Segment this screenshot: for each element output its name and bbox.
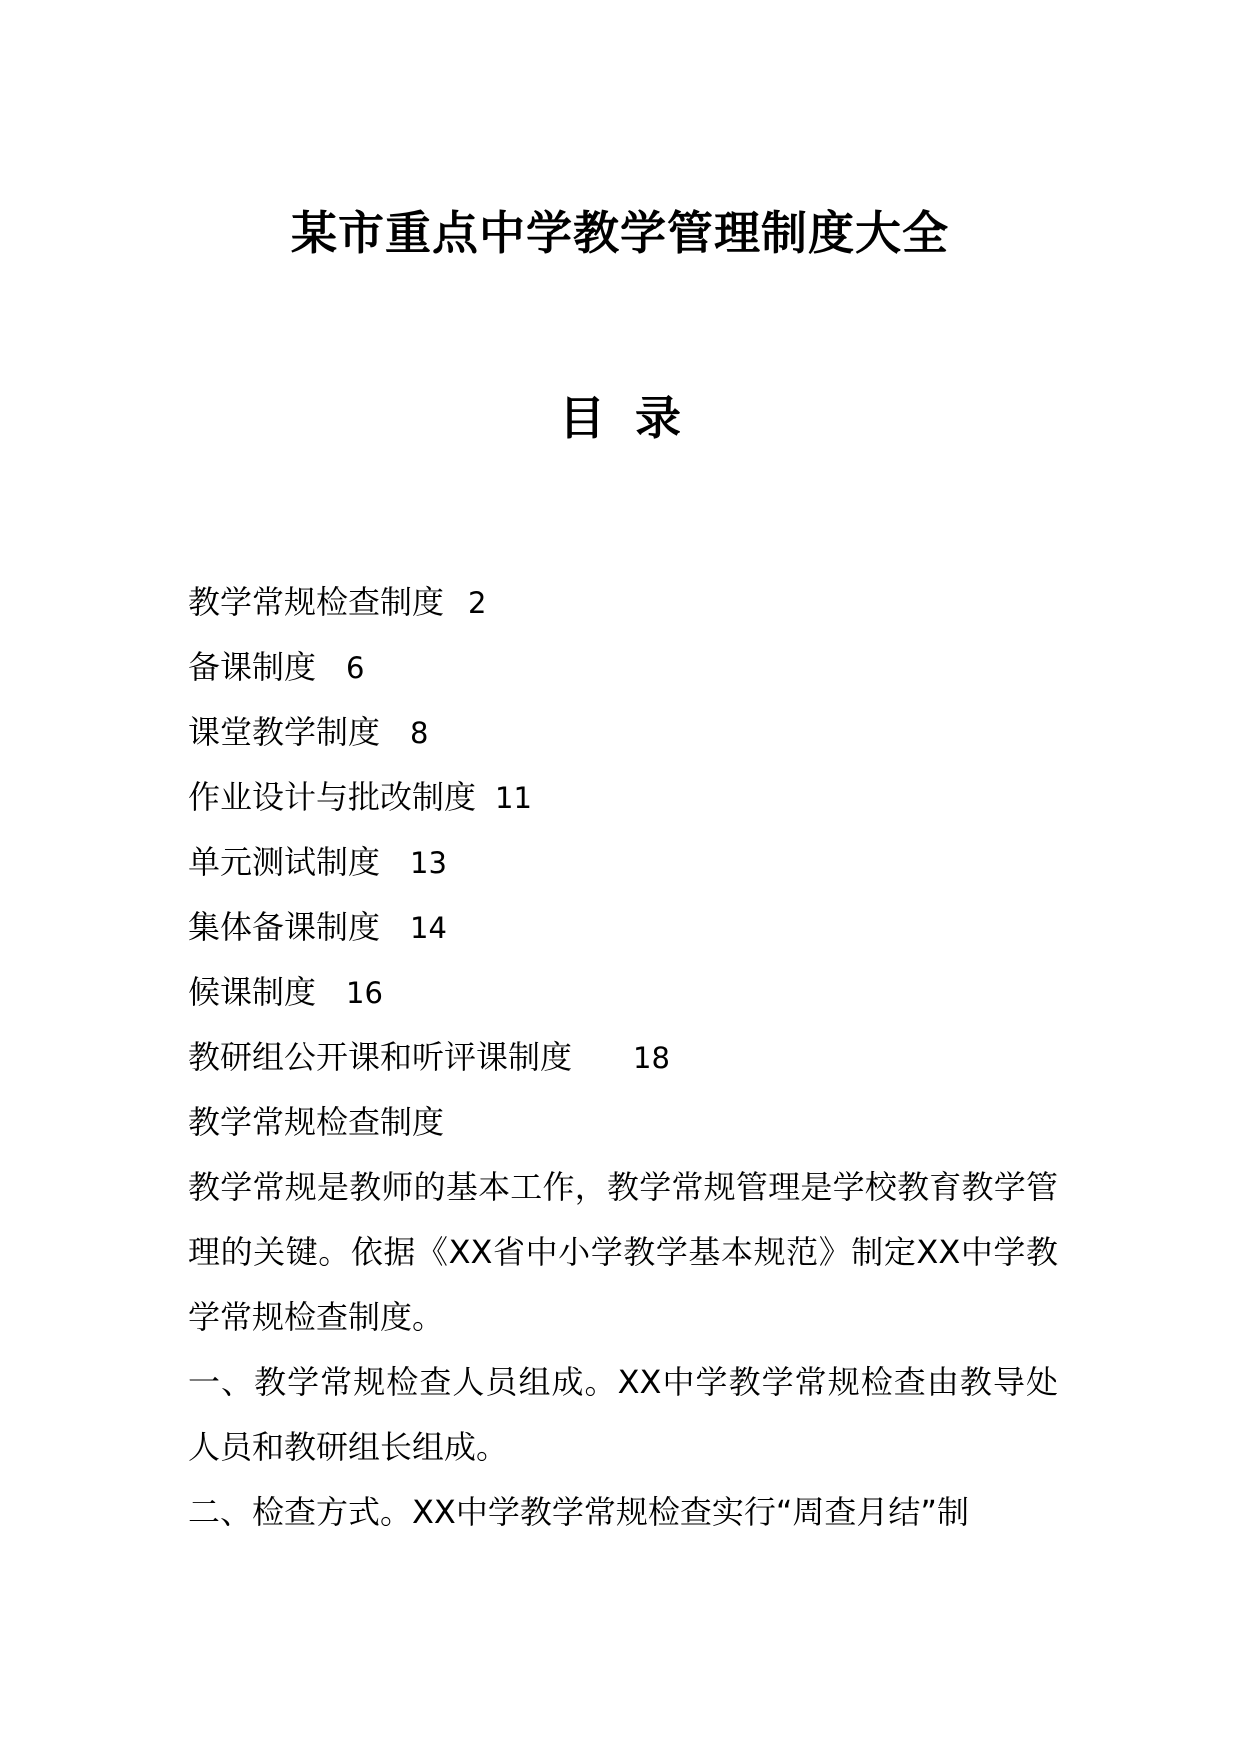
- toc-entry[interactable]: [188, 960, 1058, 1025]
- toc-entry[interactable]: [188, 700, 1058, 765]
- toc-entry-title: 教学常规检查制度: [188, 583, 445, 621]
- toc-entry-title: 单元测试制度: [188, 843, 381, 881]
- toc-entry-title: 教研组公开课和听评课制度: [188, 1038, 573, 1076]
- toc-entry-page: 11: [495, 781, 532, 815]
- toc-entry-title: 集体备课制度: [188, 908, 381, 946]
- toc-entry-title: 备课制度: [188, 648, 317, 686]
- body-paragraph: 教学常规是教师的基本工作，教学常规管理是学校教育教学管理的关键。依据《XX省中小学教学基本规范》制定XX中学教学常规检查制度。: [188, 1168, 1058, 1336]
- toc-entry[interactable]: [188, 830, 1058, 895]
- toc-entry-page: 18: [633, 1041, 670, 1075]
- toc-entry-page: 2: [468, 586, 487, 620]
- section-heading: 教学常规检查制度: [188, 1103, 445, 1141]
- toc-entry-page: 6: [346, 651, 365, 685]
- body-paragraph: 二、检查方式。XX中学教学常规检查实行“周查月结”制: [188, 1493, 970, 1531]
- toc-entry-page: 8: [410, 716, 429, 750]
- toc-entry[interactable]: [188, 635, 1058, 700]
- toc-entry-page: 13: [410, 846, 447, 880]
- toc-heading: 目 录: [558, 391, 681, 445]
- toc-entry-title: 候课制度: [188, 973, 317, 1011]
- toc-entry-title: 作业设计与批改制度: [188, 778, 477, 816]
- toc-entry[interactable]: [188, 570, 1058, 635]
- document-body: [188, 570, 1058, 1545]
- document-title: 某市重点中学教学管理制度大全: [291, 206, 949, 260]
- toc-entry[interactable]: [188, 765, 1058, 830]
- table-of-contents: [188, 570, 1058, 1090]
- toc-entry[interactable]: [188, 1025, 1058, 1090]
- body-paragraph: 一、教学常规检查人员组成。XX中学教学常规检查由教导处人员和教研组长组成。: [188, 1363, 1058, 1466]
- toc-entry-page: 14: [410, 911, 447, 945]
- toc-entry-title: 课堂教学制度: [188, 713, 381, 751]
- toc-entry[interactable]: [188, 895, 1058, 960]
- toc-entry-page: 16: [346, 976, 383, 1010]
